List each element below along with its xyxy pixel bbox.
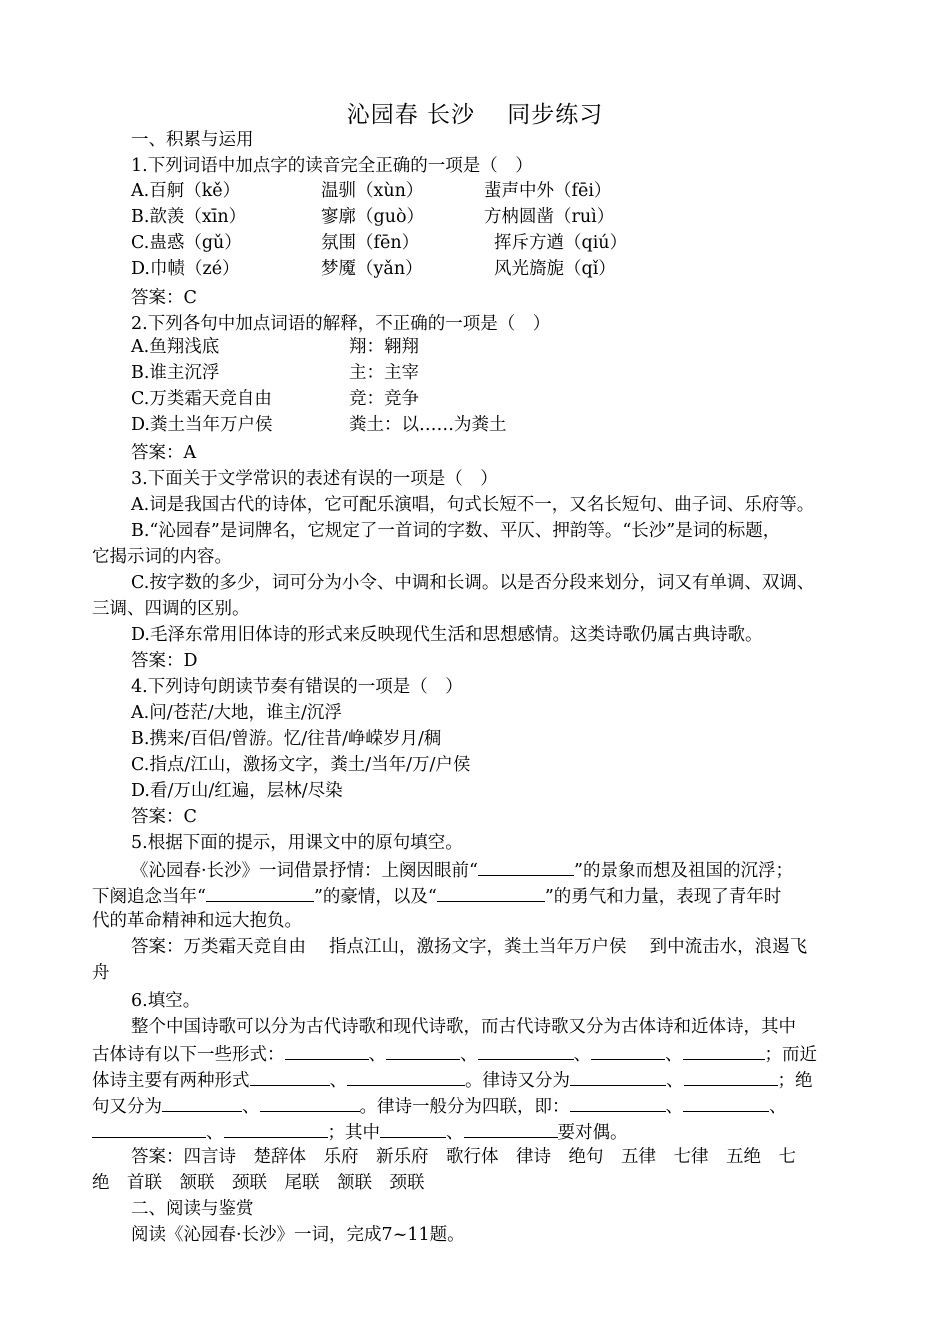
option-explain: 主：主宰: [349, 363, 419, 383]
question-stem: 1.下列词语中加点字的读音完全正确的一项是（ ）: [131, 156, 533, 176]
section-heading: 二、阅读与鉴赏: [131, 1199, 254, 1219]
answer-text: 答案：D: [131, 651, 198, 671]
fill-paragraph: 古体诗有以下一些形式： 、 、 、 、 ；而近: [92, 1041, 817, 1067]
option-text: A.词是我国古代的诗体，它可配乐演唱，句式长短不一，又名长短句、曲子词、乐府等。: [131, 495, 815, 515]
answer-text: 答案：万类霜天竞自由 指点江山，激扬文字，粪土当年万户侯 到中流击水，浪遏飞: [131, 937, 808, 957]
option-explain: 翔：翱翔: [349, 337, 419, 357]
option-cell: 氛围（fēn）: [321, 233, 420, 253]
blank-field[interactable]: [347, 1067, 465, 1086]
blank-field[interactable]: [478, 857, 574, 876]
question-stem: 3.下面关于文学常识的表述有误的一项是（ ）: [131, 469, 498, 489]
blank-field[interactable]: [250, 1067, 330, 1086]
fill-paragraph: 句又分为 、 。律诗一般分为四联，即： 、 、: [92, 1093, 787, 1119]
option-cell: 蜚声中外（fēi）: [484, 181, 612, 201]
blank-field[interactable]: [260, 1093, 360, 1112]
question-stem: 6.填空。: [131, 991, 201, 1011]
blank-field[interactable]: [570, 1067, 666, 1086]
blank-field[interactable]: [386, 1041, 460, 1060]
blank-field[interactable]: [162, 1093, 242, 1112]
fill-paragraph: 、 ；其中 、 要对偶。: [92, 1119, 628, 1145]
blank-field[interactable]: [570, 1093, 666, 1112]
question-stem: 4.下列诗句朗读节奏有错误的一项是（ ）: [131, 677, 463, 697]
option-cell: B.谁主沉浮: [131, 363, 220, 383]
option-text: B.“沁园春”是词牌名，它规定了一首词的字数、平仄、押韵等。“长沙”是词的标题，: [131, 521, 781, 541]
blank-field[interactable]: [464, 1119, 558, 1138]
page-title: 沁园春 长沙 同步练习: [346, 102, 604, 128]
option-text: 它揭示词的内容。: [92, 547, 232, 567]
blank-field[interactable]: [92, 1119, 206, 1138]
option-cell: 方枘圆凿（ruì）: [484, 207, 615, 227]
fill-paragraph: 整个中国诗歌可以分为古代诗歌和现代诗歌，而古代诗歌又分为古体诗和近体诗，其中: [131, 1017, 796, 1037]
answer-text: 答案：C: [131, 288, 197, 308]
answer-text: 答案：四言诗 楚辞体 乐府 新乐府 歌行体 律诗 绝句 五律 七律 五绝 七: [131, 1147, 796, 1167]
option-text: D.毛泽东常用旧体诗的形式来反映现代生活和思想感情。这类诗歌仍属古典诗歌。: [131, 625, 763, 645]
option-explain: 竞：竞争: [349, 389, 419, 409]
fill-paragraph: 下阕追念当年“ ”的豪情，以及“ ”的勇气和力量，表现了青年时: [92, 883, 781, 909]
answer-text: 绝 首联 颔联 颈联 尾联 颔联 颈联: [92, 1173, 425, 1193]
fill-paragraph: 代的革命精神和远大抱负。: [92, 911, 302, 931]
option-cell: A.百舸（kě）: [131, 181, 241, 201]
answer-text: 答案：A: [131, 443, 197, 463]
option-cell: D.粪土当年万户侯: [131, 415, 273, 435]
blank-field[interactable]: [683, 1093, 769, 1112]
fill-paragraph: 体诗主要有两种形式 、 。律诗又分为 、 ；绝: [92, 1067, 813, 1093]
blank-field[interactable]: [285, 1041, 369, 1060]
reading-instruction: 阅读《沁园春·长沙》一词，完成7~11题。: [131, 1225, 465, 1245]
option-explain: 粪土：以……为粪土: [349, 415, 507, 435]
option-cell: C.万类霜天竞自由: [131, 389, 272, 409]
fill-paragraph: 《沁园春·长沙》一词借景抒情：上阕因眼前“ ”的景象而想及祖国的沉浮；: [131, 857, 793, 883]
option-cell: 挥斥方遒（qiú）: [494, 233, 628, 253]
option-cell: D.巾帻（zé）: [131, 259, 240, 279]
option-text: 三调、四调的区别。: [92, 599, 250, 619]
option-text: B.携来/百侣/曾游。忆/往昔/峥嵘岁月/稠: [131, 729, 442, 749]
blank-field[interactable]: [683, 1041, 765, 1060]
section-heading: 一、积累与运用: [131, 130, 254, 150]
option-cell: 梦魇（yǎn）: [321, 259, 423, 279]
option-cell: A.鱼翔浅底: [131, 337, 220, 357]
blank-field[interactable]: [478, 1041, 574, 1060]
blank-field[interactable]: [437, 883, 545, 902]
option-text: C.按字数的多少，词可分为小令、中调和长调。以是否分段来划分，词又有单调、双调、: [131, 573, 815, 593]
question-stem: 2.下列各句中加点词语的解释，不正确的一项是（ ）: [131, 314, 551, 334]
option-cell: 寥廓（guò）: [321, 207, 425, 227]
option-text: C.指点/江山，激扬文字，粪土/当年/万/户侯: [131, 755, 471, 775]
question-stem: 5.根据下面的提示，用课文中的原句填空。: [131, 833, 463, 853]
answer-text: 舟: [92, 963, 110, 983]
blank-field[interactable]: [684, 1067, 778, 1086]
option-cell: 温驯（xùn）: [321, 181, 424, 201]
blank-field[interactable]: [380, 1119, 446, 1138]
blank-field[interactable]: [224, 1119, 328, 1138]
answer-text: 答案：C: [131, 807, 197, 827]
blank-field[interactable]: [591, 1041, 665, 1060]
option-text: D.看/万山/红遍，层林/尽染: [131, 781, 343, 801]
option-cell: 风光旖旎（qǐ）: [494, 259, 616, 279]
option-text: A.问/苍茫/大地，谁主/沉浮: [131, 703, 342, 723]
option-cell: C.蛊惑（gǔ）: [131, 233, 242, 253]
option-cell: B.歆羡（xīn）: [131, 207, 247, 227]
blank-field[interactable]: [206, 883, 314, 902]
